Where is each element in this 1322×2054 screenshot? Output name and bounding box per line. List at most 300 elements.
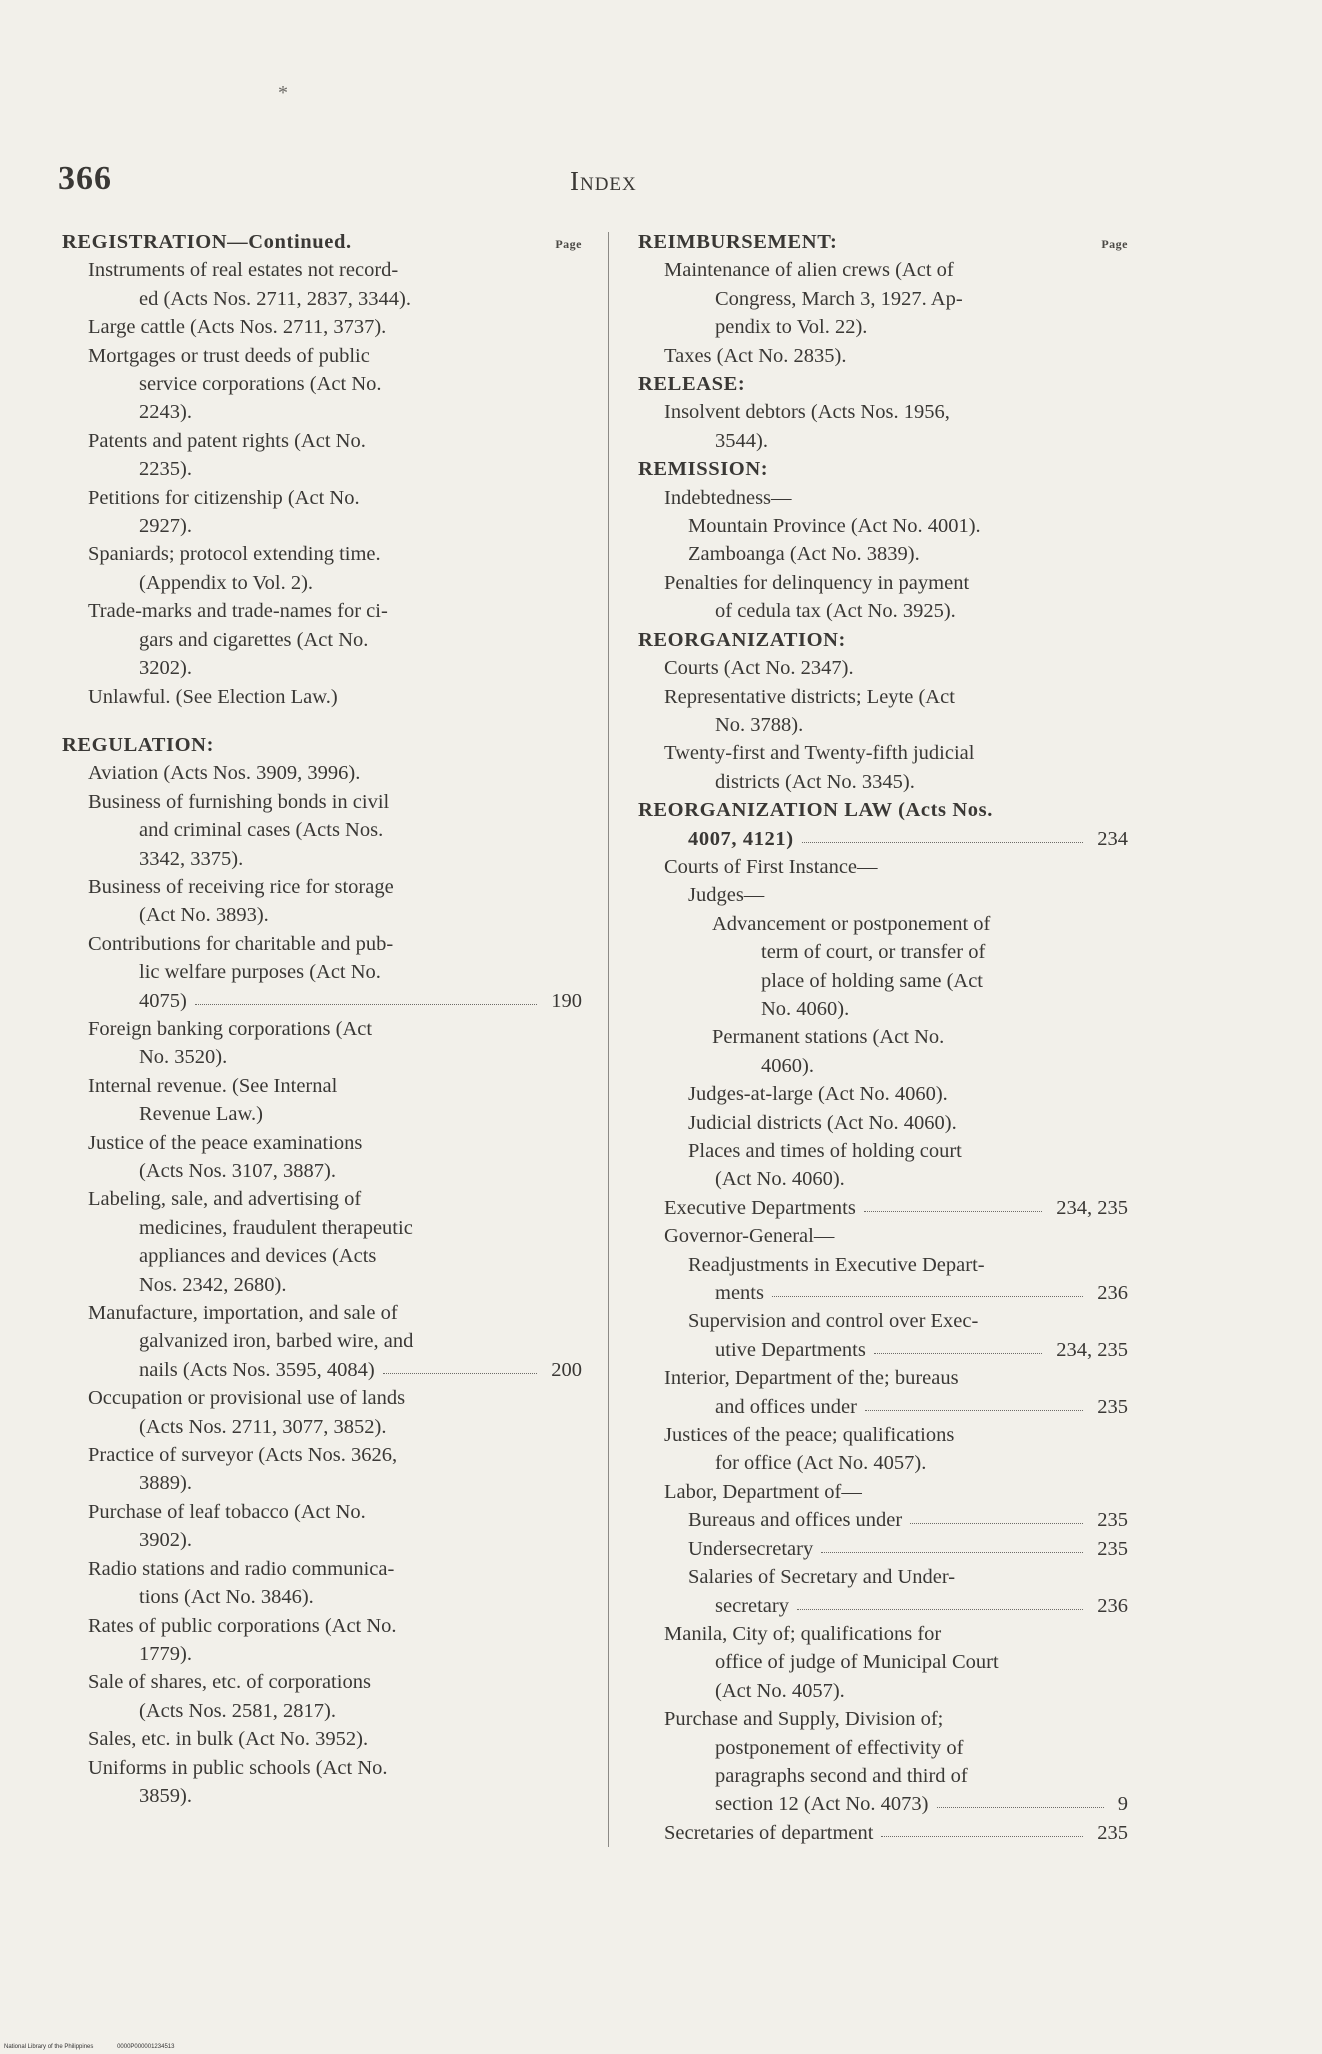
index-entry bbox=[638, 881, 1128, 909]
entry-line-text: Spaniards; protocol extending time. bbox=[88, 543, 381, 566]
entry-line-text: Instruments of real estates not record- bbox=[88, 259, 399, 282]
entry-line bbox=[62, 1299, 582, 1327]
entry-line bbox=[638, 739, 1128, 767]
index-entry bbox=[638, 1222, 1128, 1250]
page-reference: 9 bbox=[1117, 1793, 1128, 1816]
entry-line-text: Rates of public corporations (Act No. bbox=[88, 1614, 397, 1637]
entry-line bbox=[62, 654, 582, 682]
dot-leader bbox=[383, 1373, 538, 1374]
entry-line bbox=[62, 1413, 582, 1441]
entry-line-text: Petitions for citizenship (Act No. bbox=[88, 486, 360, 509]
column-divider bbox=[608, 232, 609, 1847]
entry-line-text: Purchase of leaf tobacco (Act No. bbox=[88, 1500, 366, 1523]
index-entry bbox=[62, 788, 582, 873]
entry-line bbox=[62, 597, 582, 625]
entry-line bbox=[62, 1214, 582, 1242]
entry-line bbox=[62, 540, 582, 568]
entry-line bbox=[62, 1015, 582, 1043]
index-column-left bbox=[62, 228, 582, 1810]
entry-line bbox=[638, 256, 1128, 284]
entry-line bbox=[638, 910, 1128, 938]
entry-line-text: ments bbox=[715, 1282, 764, 1305]
index-entry bbox=[62, 597, 582, 682]
entry-line bbox=[62, 1157, 582, 1185]
entry-line bbox=[62, 845, 582, 873]
index-entry bbox=[638, 1506, 1128, 1534]
heading-text: REORGANIZATION LAW (Acts Nos. bbox=[638, 799, 993, 822]
entry-line bbox=[638, 1592, 1128, 1620]
entry-line-text: Indebtedness— bbox=[664, 486, 792, 509]
dot-leader bbox=[802, 842, 1084, 843]
index-entry bbox=[62, 930, 582, 1015]
entry-line bbox=[62, 1555, 582, 1583]
entry-line bbox=[638, 1563, 1128, 1591]
heading-text: REIMBURSEMENT: bbox=[638, 231, 838, 253]
entry-line bbox=[62, 256, 582, 284]
entry-line-text: Advancement or postponement of bbox=[712, 912, 991, 935]
index-entry bbox=[638, 512, 1128, 540]
entry-line bbox=[62, 1242, 582, 1270]
heading-text: REMISSION: bbox=[638, 458, 769, 481]
index-column-right bbox=[638, 228, 1128, 1847]
entry-line-text: Labeling, sale, and advertising of bbox=[88, 1188, 362, 1211]
entry-line bbox=[62, 1526, 582, 1554]
entry-line-text: tions (Act No. 3846). bbox=[139, 1586, 314, 1609]
index-entry bbox=[638, 569, 1128, 626]
entry-line bbox=[62, 1498, 582, 1526]
entry-line-text: Mortgages or trust deeds of public bbox=[88, 344, 370, 367]
index-entry bbox=[638, 654, 1128, 682]
entry-line-text: Unlawful. (See Election Law.) bbox=[88, 685, 338, 708]
index-entry bbox=[62, 540, 582, 597]
entry-line bbox=[62, 1043, 582, 1071]
entry-line bbox=[62, 1782, 582, 1810]
entry-line bbox=[638, 995, 1128, 1023]
entry-line bbox=[62, 484, 582, 512]
index-heading bbox=[62, 731, 582, 759]
page-reference: 234 bbox=[1097, 827, 1128, 850]
dot-leader bbox=[937, 1807, 1104, 1808]
index-entry bbox=[62, 1498, 582, 1555]
index-entry bbox=[638, 1819, 1128, 1847]
dot-leader bbox=[864, 1211, 1042, 1212]
entry-line bbox=[62, 788, 582, 816]
entry-line-text: for office (Act No. 4057). bbox=[715, 1452, 927, 1475]
index-entry bbox=[62, 1612, 582, 1669]
entry-line bbox=[62, 285, 582, 313]
index-heading bbox=[638, 228, 1128, 256]
entry-line-text: Labor, Department of— bbox=[664, 1480, 862, 1503]
entry-line bbox=[62, 1327, 582, 1355]
entry-line-text: Occupation or provisional use of lands bbox=[88, 1387, 406, 1410]
entry-line-text: districts (Act No. 3345). bbox=[715, 770, 915, 793]
entry-line-text: Bureaus and offices under bbox=[688, 1509, 903, 1532]
entry-line bbox=[62, 1612, 582, 1640]
entry-line-text: Business of furnishing bonds in civil bbox=[88, 790, 390, 813]
entry-line bbox=[638, 711, 1128, 739]
entry-line bbox=[62, 1356, 582, 1384]
entry-line bbox=[62, 1271, 582, 1299]
index-entry bbox=[638, 739, 1128, 796]
entry-line bbox=[638, 1336, 1128, 1364]
entry-line-text: utive Departments bbox=[715, 1338, 866, 1361]
running-head: Index bbox=[570, 166, 637, 196]
entry-line bbox=[62, 1441, 582, 1469]
index-entry bbox=[638, 1364, 1128, 1421]
entry-line bbox=[638, 1364, 1128, 1392]
dot-leader bbox=[195, 1004, 537, 1005]
entry-line-text: 3202). bbox=[139, 657, 192, 680]
entry-line bbox=[638, 1421, 1128, 1449]
entry-line-text: Twenty-first and Twenty-fifth judicial bbox=[664, 742, 975, 765]
entry-line bbox=[62, 1129, 582, 1157]
entry-line bbox=[62, 1185, 582, 1213]
entry-line bbox=[62, 958, 582, 986]
dot-leader bbox=[772, 1296, 1083, 1297]
ink-speck: * bbox=[278, 82, 288, 104]
entry-line bbox=[638, 1819, 1128, 1847]
dot-leader bbox=[874, 1353, 1042, 1354]
entry-line bbox=[638, 853, 1128, 881]
index-entry bbox=[638, 1109, 1128, 1137]
entry-line bbox=[638, 683, 1128, 711]
entry-line bbox=[638, 1109, 1128, 1137]
entry-line-text: 2243). bbox=[139, 401, 192, 424]
index-entry bbox=[638, 398, 1128, 455]
entry-line-text: Sale of shares, etc. of corporations bbox=[88, 1671, 371, 1694]
entry-line-text: Practice of surveyor (Acts Nos. 3626, bbox=[88, 1444, 398, 1467]
entry-line-text: Zamboanga (Act No. 3839). bbox=[688, 543, 920, 566]
entry-line bbox=[62, 398, 582, 426]
entry-line bbox=[638, 1734, 1128, 1762]
entry-line-text: paragraphs second and third of bbox=[715, 1764, 968, 1787]
entry-line bbox=[62, 683, 582, 711]
entry-line-text: office of judge of Municipal Court bbox=[715, 1651, 999, 1674]
entry-line-text: Large cattle (Acts Nos. 2711, 3737). bbox=[88, 316, 387, 339]
entry-line-text: gars and cigarettes (Act No. bbox=[139, 628, 369, 651]
heading-text: REORGANIZATION: bbox=[638, 628, 846, 651]
entry-line-text: term of court, or transfer of bbox=[761, 941, 986, 964]
page-reference: 200 bbox=[551, 1358, 582, 1381]
entry-line-text: Contributions for charitable and pub- bbox=[88, 932, 394, 955]
entry-line-text: Manufacture, importation, and sale of bbox=[88, 1302, 398, 1325]
entry-line-text: 3889). bbox=[139, 1472, 192, 1495]
entry-line bbox=[62, 1754, 582, 1782]
entry-line bbox=[62, 1697, 582, 1725]
entry-line bbox=[638, 1705, 1128, 1733]
entry-line bbox=[638, 1449, 1128, 1477]
page-reference: 236 bbox=[1097, 1594, 1128, 1617]
entry-line-text: Insolvent debtors (Acts Nos. 1956, bbox=[664, 401, 950, 424]
entry-line-text: galvanized iron, barbed wire, and bbox=[139, 1330, 414, 1353]
entry-line-text: Trade-marks and trade-names for ci- bbox=[88, 600, 388, 623]
index-entry bbox=[638, 1307, 1128, 1364]
index-entry bbox=[62, 256, 582, 313]
entry-line-text: (Act No. 4057). bbox=[715, 1679, 845, 1702]
entry-line-text: Foreign banking corporations (Act bbox=[88, 1017, 373, 1040]
entry-line bbox=[638, 1648, 1128, 1676]
entry-line-text: 3544). bbox=[715, 429, 768, 452]
entry-line-text: postponement of effectivity of bbox=[715, 1736, 964, 1759]
entry-line bbox=[638, 938, 1128, 966]
dot-leader bbox=[797, 1609, 1083, 1610]
entry-line bbox=[638, 1535, 1128, 1563]
page-column-label: Page bbox=[555, 237, 582, 251]
entry-line-text: Secretaries of department bbox=[664, 1821, 874, 1844]
index-entry bbox=[638, 484, 1128, 512]
entry-line-text: nails (Acts Nos. 3595, 4084) bbox=[139, 1358, 375, 1381]
entry-line-text: pendix to Vol. 22). bbox=[715, 316, 868, 339]
entry-line-text: Congress, March 3, 1927. Ap- bbox=[715, 287, 963, 310]
entry-line-text: (Acts Nos. 2581, 2817). bbox=[139, 1699, 337, 1722]
index-heading bbox=[638, 455, 1128, 483]
entry-line-text: 4075) bbox=[139, 989, 187, 1012]
index-entry bbox=[638, 1194, 1128, 1222]
entry-line bbox=[638, 597, 1128, 625]
entry-line bbox=[62, 512, 582, 540]
entry-line bbox=[638, 1080, 1128, 1108]
entry-line bbox=[638, 1165, 1128, 1193]
entry-line bbox=[62, 626, 582, 654]
index-entry bbox=[62, 1015, 582, 1072]
page-reference: 235 bbox=[1097, 1395, 1128, 1418]
index-entry bbox=[62, 759, 582, 787]
entry-line bbox=[638, 1279, 1128, 1307]
entry-line bbox=[638, 1194, 1128, 1222]
entry-line bbox=[62, 313, 582, 341]
entry-line bbox=[638, 1620, 1128, 1648]
index-entry bbox=[62, 484, 582, 541]
entry-line bbox=[638, 1762, 1128, 1790]
heading-text: RELEASE: bbox=[638, 373, 746, 396]
entry-line-text: 2235). bbox=[139, 458, 192, 481]
entry-line-text: ed (Acts Nos. 2711, 2837, 3344). bbox=[139, 287, 411, 310]
dot-leader bbox=[865, 1410, 1083, 1411]
index-entry bbox=[62, 1384, 582, 1441]
entry-line-text: (Appendix to Vol. 2). bbox=[139, 571, 314, 594]
entry-line-text: Judges— bbox=[688, 884, 765, 907]
index-entry bbox=[638, 342, 1128, 370]
entry-line-text: Permanent stations (Act No. bbox=[712, 1026, 945, 1049]
entry-line-text: Mountain Province (Act No. 4001). bbox=[688, 515, 981, 538]
index-entry bbox=[638, 683, 1128, 740]
index-entry bbox=[62, 1441, 582, 1498]
index-entry bbox=[638, 1563, 1128, 1620]
entry-line bbox=[638, 1677, 1128, 1705]
entry-line-text: Executive Departments bbox=[664, 1196, 856, 1219]
entry-line-text: No. 3520). bbox=[139, 1046, 228, 1069]
entry-line bbox=[638, 881, 1128, 909]
footer-library: National Library of the Philippines bbox=[4, 2044, 94, 2050]
entry-line-text: Justices of the peace; qualifications bbox=[664, 1424, 955, 1447]
entry-line-text: Purchase and Supply, Division of; bbox=[664, 1708, 944, 1731]
index-entry bbox=[62, 313, 582, 341]
index-entry bbox=[62, 342, 582, 427]
entry-line bbox=[638, 484, 1128, 512]
entry-line-text: Radio stations and radio communica- bbox=[88, 1557, 395, 1580]
entry-line-text: Interior, Department of the; bureaus bbox=[664, 1367, 959, 1390]
entry-line-text: of cedula tax (Act No. 3925). bbox=[715, 600, 956, 623]
entry-line-text: section 12 (Act No. 4073) bbox=[715, 1793, 929, 1816]
index-entry bbox=[638, 853, 1128, 881]
entry-line bbox=[62, 1384, 582, 1412]
entry-line-text: 3859). bbox=[139, 1784, 192, 1807]
index-entry bbox=[62, 1555, 582, 1612]
entry-line-text: 2927). bbox=[139, 515, 192, 538]
entry-line bbox=[62, 342, 582, 370]
entry-line-text: lic welfare purposes (Act No. bbox=[139, 961, 381, 984]
index-entry bbox=[638, 540, 1128, 568]
entry-line bbox=[62, 427, 582, 455]
entry-line bbox=[62, 569, 582, 597]
index-entry bbox=[638, 1251, 1128, 1308]
entry-line-text: 3342, 3375). bbox=[139, 847, 244, 870]
index-entry bbox=[62, 1754, 582, 1811]
entry-line-text: Representative districts; Leyte (Act bbox=[664, 685, 955, 708]
entry-line bbox=[638, 1137, 1128, 1165]
dot-leader bbox=[821, 1552, 1083, 1553]
entry-line bbox=[638, 342, 1128, 370]
index-entry bbox=[638, 1535, 1128, 1563]
entry-line bbox=[62, 1072, 582, 1100]
index-entry bbox=[638, 1705, 1128, 1819]
entry-line-text: 1779). bbox=[139, 1642, 192, 1665]
index-heading bbox=[638, 796, 1128, 853]
index-entry bbox=[638, 1421, 1128, 1478]
entry-line-text: Revenue Law.) bbox=[139, 1103, 263, 1126]
entry-line-text: (Acts Nos. 3107, 3887). bbox=[139, 1160, 337, 1182]
index-entry bbox=[62, 1072, 582, 1129]
page-reference: 235 bbox=[1097, 1821, 1128, 1844]
entry-line bbox=[638, 1307, 1128, 1335]
entry-line-text: Supervision and control over Exec- bbox=[688, 1310, 979, 1333]
entry-line bbox=[62, 1583, 582, 1611]
entry-line bbox=[62, 873, 582, 901]
heading-continuation-text: 4007, 4121) bbox=[688, 827, 794, 850]
entry-line-text: Governor-General— bbox=[664, 1225, 835, 1248]
page-reference: 235 bbox=[1097, 1509, 1128, 1532]
index-entry bbox=[638, 1478, 1128, 1506]
entry-line-text: and criminal cases (Acts Nos. bbox=[139, 819, 384, 842]
entry-line-text: Courts of First Instance— bbox=[664, 855, 878, 878]
entry-line bbox=[62, 1469, 582, 1497]
entry-line-text: Penalties for delinquency in payment bbox=[664, 571, 970, 594]
index-entry bbox=[638, 1137, 1128, 1194]
entry-line-text: and offices under bbox=[715, 1395, 857, 1418]
dot-leader bbox=[881, 1836, 1083, 1837]
index-entry bbox=[62, 873, 582, 930]
index-entry bbox=[638, 910, 1128, 1024]
page-reference: 236 bbox=[1097, 1282, 1128, 1305]
entry-line-text: Aviation (Acts Nos. 3909, 3996). bbox=[88, 762, 361, 785]
entry-line bbox=[638, 1478, 1128, 1506]
footer-id: 0000P000001234513 bbox=[117, 2044, 175, 2050]
entry-line bbox=[638, 569, 1128, 597]
entry-line bbox=[62, 1725, 582, 1753]
index-entry bbox=[638, 1080, 1128, 1108]
entry-line bbox=[638, 654, 1128, 682]
entry-line bbox=[638, 1506, 1128, 1534]
entry-line-text: Judicial districts (Act No. 4060). bbox=[688, 1111, 957, 1134]
entry-line-text: No. 4060). bbox=[761, 997, 850, 1020]
index-entry bbox=[62, 1185, 582, 1299]
page-column-label: Page bbox=[1101, 237, 1128, 251]
entry-line-text: Taxes (Act No. 2835). bbox=[664, 344, 847, 367]
page-reference: 190 bbox=[551, 989, 582, 1012]
entry-line-text: medicines, fraudulent therapeutic bbox=[139, 1216, 413, 1239]
page-reference: 234, 235 bbox=[1056, 1196, 1128, 1219]
entry-line bbox=[638, 1052, 1128, 1080]
entry-line-text: 4060). bbox=[761, 1054, 814, 1077]
entry-line bbox=[638, 1790, 1128, 1818]
entry-line-text: Undersecretary bbox=[688, 1537, 814, 1560]
entry-line bbox=[638, 1222, 1128, 1250]
entry-line-text: Uniforms in public schools (Act No. bbox=[88, 1756, 388, 1779]
entry-line bbox=[62, 1640, 582, 1668]
entry-line-text: (Act No. 4060). bbox=[715, 1168, 845, 1191]
entry-line-text: Judges-at-large (Act No. 4060). bbox=[688, 1083, 948, 1106]
entry-line bbox=[62, 370, 582, 398]
heading-continuation bbox=[638, 825, 1128, 853]
entry-line-text: Patents and patent rights (Act No. bbox=[88, 429, 366, 452]
index-entry bbox=[62, 1299, 582, 1384]
entry-line-text: Readjustments in Executive Depart- bbox=[688, 1253, 985, 1276]
entry-line-text: Courts (Act No. 2347). bbox=[664, 657, 854, 680]
heading-text: REGULATION: bbox=[62, 733, 215, 756]
entry-line bbox=[62, 816, 582, 844]
index-entry bbox=[638, 1620, 1128, 1705]
index-heading bbox=[62, 228, 582, 256]
entry-line-text: Manila, City of; qualifications for bbox=[664, 1622, 942, 1645]
index-entry bbox=[62, 1725, 582, 1753]
entry-line-text: 3902). bbox=[139, 1529, 192, 1552]
entry-line bbox=[638, 1393, 1128, 1421]
entry-line bbox=[638, 540, 1128, 568]
entry-line bbox=[62, 1100, 582, 1128]
entry-line bbox=[638, 1251, 1128, 1279]
entry-line bbox=[638, 285, 1128, 313]
entry-line bbox=[62, 759, 582, 787]
heading-text: REGISTRATION—Continued. bbox=[62, 231, 352, 253]
entry-line-text: Maintenance of alien crews (Act of bbox=[664, 259, 954, 282]
entry-line-text: secretary bbox=[715, 1594, 789, 1617]
dot-leader bbox=[910, 1523, 1083, 1524]
entry-line bbox=[62, 455, 582, 483]
entry-line-text: service corporations (Act No. bbox=[139, 373, 382, 396]
entry-line bbox=[62, 930, 582, 958]
index-entry bbox=[62, 683, 582, 711]
entry-line bbox=[638, 768, 1128, 796]
entry-line bbox=[62, 987, 582, 1015]
entry-line-text: place of holding same (Act bbox=[761, 969, 984, 992]
entry-line-text: Salaries of Secretary and Under- bbox=[688, 1566, 956, 1589]
entry-line-text: Justice of the peace examinations bbox=[88, 1131, 363, 1154]
entry-line-text: (Acts Nos. 2711, 3077, 3852). bbox=[139, 1415, 387, 1438]
index-entry bbox=[62, 427, 582, 484]
section-gap bbox=[62, 711, 582, 731]
entry-line-text: No. 3788). bbox=[715, 713, 804, 736]
entry-line bbox=[638, 512, 1128, 540]
index-entry bbox=[62, 1129, 582, 1186]
index-entry bbox=[638, 1023, 1128, 1080]
page-number: 366 bbox=[58, 160, 112, 197]
entry-line-text: Sales, etc. in bulk (Act No. 3952). bbox=[88, 1728, 369, 1751]
entry-line-text: Business of receiving rice for storage bbox=[88, 875, 394, 898]
page-reference: 235 bbox=[1097, 1537, 1128, 1560]
entry-line bbox=[638, 967, 1128, 995]
entry-line-text: Places and times of holding court bbox=[688, 1140, 962, 1162]
entry-line-text: Internal revenue. (See Internal bbox=[88, 1074, 338, 1097]
